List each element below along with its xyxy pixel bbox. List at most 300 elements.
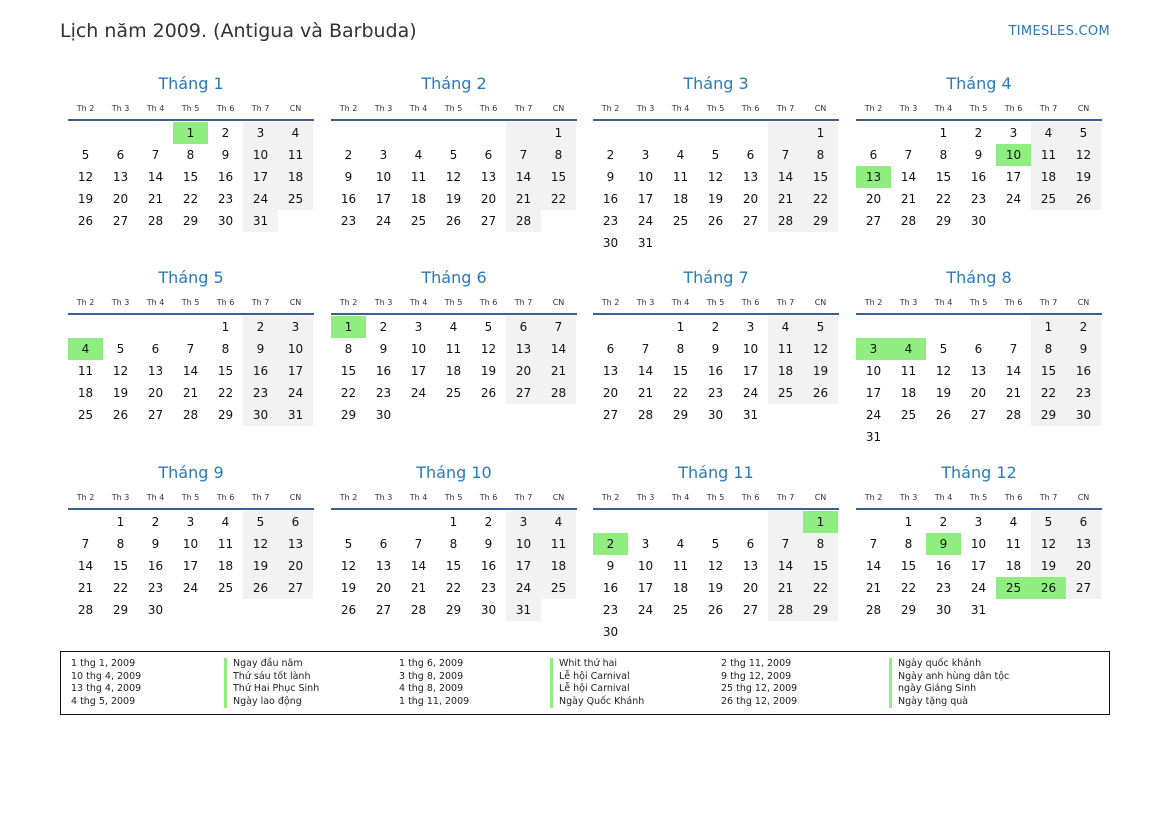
day-cell[interactable]: 15 <box>217 364 234 378</box>
day-cell[interactable]: 8 <box>803 533 838 555</box>
day-cell[interactable]: 18 <box>672 581 689 595</box>
day-cell[interactable]: 5 <box>1031 511 1066 533</box>
day-cell[interactable]: 28 <box>865 603 882 617</box>
day-cell[interactable]: 8 <box>939 148 948 162</box>
day-cell[interactable]: 3 <box>186 515 195 529</box>
day-cell[interactable]: 6 <box>278 511 313 533</box>
day-cell[interactable]: 16 <box>340 192 357 206</box>
day-cell[interactable]: 27 <box>278 577 313 599</box>
day-cell[interactable]: 6 <box>746 537 755 551</box>
day-cell[interactable]: 24 <box>375 214 392 228</box>
day-cell[interactable]: 21 <box>77 581 94 595</box>
day-cell[interactable]: 14 <box>147 170 164 184</box>
day-cell[interactable]: 3 <box>243 122 278 144</box>
day-cell[interactable]: 21 <box>865 581 882 595</box>
day-cell[interactable]: 8 <box>803 144 838 166</box>
day-cell[interactable]: 9 <box>926 533 961 555</box>
day-cell[interactable]: 14 <box>410 559 427 573</box>
day-cell[interactable]: 5 <box>484 320 493 334</box>
day-cell[interactable]: 29 <box>112 603 129 617</box>
day-cell[interactable]: 13 <box>480 170 497 184</box>
day-cell[interactable]: 11 <box>278 144 313 166</box>
day-cell[interactable]: 11 <box>1005 537 1022 551</box>
day-cell[interactable]: 30 <box>375 408 392 422</box>
day-cell[interactable]: 4 <box>449 320 458 334</box>
day-cell[interactable]: 14 <box>865 559 882 573</box>
day-cell[interactable]: 26 <box>480 386 497 400</box>
day-cell[interactable]: 25 <box>768 382 803 404</box>
day-cell[interactable]: 8 <box>1031 338 1066 360</box>
day-cell[interactable]: 23 <box>1066 382 1101 404</box>
day-cell[interactable]: 27 <box>480 214 497 228</box>
day-cell[interactable]: 10 <box>970 537 987 551</box>
day-cell[interactable]: 11 <box>217 537 234 551</box>
day-cell[interactable]: 18 <box>672 192 689 206</box>
day-cell[interactable]: 19 <box>77 192 94 206</box>
day-cell[interactable]: 28 <box>506 210 541 232</box>
day-cell[interactable]: 4 <box>1009 515 1018 529</box>
day-cell[interactable]: 6 <box>379 537 388 551</box>
day-cell[interactable]: 26 <box>1031 577 1066 599</box>
day-cell[interactable]: 28 <box>77 603 94 617</box>
day-cell[interactable]: 7 <box>186 342 195 356</box>
day-cell[interactable]: 20 <box>147 386 164 400</box>
day-cell[interactable]: 13 <box>742 170 759 184</box>
day-cell[interactable]: 29 <box>445 603 462 617</box>
day-cell[interactable]: 19 <box>445 192 462 206</box>
day-cell[interactable]: 19 <box>1031 555 1066 577</box>
day-cell[interactable]: 20 <box>112 192 129 206</box>
day-cell[interactable]: 11 <box>1031 144 1066 166</box>
day-cell[interactable]: 10 <box>243 144 278 166</box>
day-cell[interactable]: 31 <box>278 404 313 426</box>
day-cell[interactable]: 27 <box>506 382 541 404</box>
day-cell[interactable]: 14 <box>77 559 94 573</box>
day-cell[interactable]: 3 <box>414 320 423 334</box>
day-cell[interactable]: 19 <box>340 581 357 595</box>
day-cell[interactable]: 2 <box>939 515 948 529</box>
day-cell[interactable]: 27 <box>865 214 882 228</box>
day-cell[interactable]: 7 <box>768 533 803 555</box>
day-cell[interactable]: 18 <box>900 386 917 400</box>
day-cell[interactable]: 6 <box>116 148 125 162</box>
day-cell[interactable]: 29 <box>217 408 234 422</box>
day-cell[interactable]: 15 <box>541 166 576 188</box>
day-cell[interactable]: 15 <box>803 166 838 188</box>
day-cell[interactable]: 28 <box>768 210 803 232</box>
day-cell[interactable]: 1 <box>173 122 208 144</box>
day-cell[interactable]: 20 <box>970 386 987 400</box>
day-cell[interactable]: 22 <box>803 188 838 210</box>
day-cell[interactable]: 18 <box>410 192 427 206</box>
day-cell[interactable]: 19 <box>707 581 724 595</box>
day-cell[interactable]: 28 <box>637 408 654 422</box>
day-cell[interactable]: 18 <box>1031 166 1066 188</box>
day-cell[interactable]: 7 <box>414 537 423 551</box>
day-cell[interactable]: 7 <box>641 342 650 356</box>
day-cell[interactable]: 10 <box>996 144 1031 166</box>
day-cell[interactable]: 14 <box>900 170 917 184</box>
day-cell[interactable]: 30 <box>602 625 619 639</box>
day-cell[interactable]: 3 <box>746 320 755 334</box>
day-cell[interactable]: 17 <box>637 192 654 206</box>
day-cell[interactable]: 3 <box>278 316 313 338</box>
day-cell[interactable]: 13 <box>602 364 619 378</box>
day-cell[interactable]: 30 <box>147 603 164 617</box>
day-cell[interactable]: 14 <box>1005 364 1022 378</box>
day-cell[interactable]: 3 <box>379 148 388 162</box>
day-cell[interactable]: 13 <box>147 364 164 378</box>
day-cell[interactable]: 12 <box>112 364 129 378</box>
day-cell[interactable]: 22 <box>672 386 689 400</box>
day-cell[interactable]: 7 <box>904 148 913 162</box>
day-cell[interactable]: 23 <box>602 214 619 228</box>
day-cell[interactable]: 24 <box>637 214 654 228</box>
day-cell[interactable]: 20 <box>480 192 497 206</box>
day-cell[interactable]: 5 <box>344 537 353 551</box>
day-cell[interactable]: 5 <box>711 148 720 162</box>
day-cell[interactable]: 19 <box>112 386 129 400</box>
day-cell[interactable]: 13 <box>742 559 759 573</box>
day-cell[interactable]: 6 <box>869 148 878 162</box>
day-cell[interactable]: 23 <box>147 581 164 595</box>
day-cell[interactable]: 20 <box>865 192 882 206</box>
day-cell[interactable]: 11 <box>672 559 689 573</box>
day-cell[interactable]: 19 <box>243 555 278 577</box>
day-cell[interactable]: 21 <box>182 386 199 400</box>
day-cell[interactable]: 16 <box>602 581 619 595</box>
day-cell[interactable]: 2 <box>606 148 615 162</box>
day-cell[interactable]: 26 <box>803 382 838 404</box>
day-cell[interactable]: 17 <box>278 360 313 382</box>
day-cell[interactable]: 8 <box>449 537 458 551</box>
day-cell[interactable]: 16 <box>970 170 987 184</box>
day-cell[interactable]: 13 <box>375 559 392 573</box>
day-cell[interactable]: 2 <box>379 320 388 334</box>
day-cell[interactable]: 19 <box>480 364 497 378</box>
day-cell[interactable]: 19 <box>1066 166 1101 188</box>
day-cell[interactable]: 22 <box>340 386 357 400</box>
day-cell[interactable]: 24 <box>637 603 654 617</box>
day-cell[interactable]: 23 <box>340 214 357 228</box>
day-cell[interactable]: 11 <box>445 342 462 356</box>
day-cell[interactable]: 9 <box>484 537 493 551</box>
day-cell[interactable]: 1 <box>221 320 230 334</box>
day-cell[interactable]: 26 <box>77 214 94 228</box>
day-cell[interactable]: 26 <box>445 214 462 228</box>
day-cell[interactable]: 26 <box>340 603 357 617</box>
day-cell[interactable]: 17 <box>970 559 987 573</box>
day-cell[interactable]: 5 <box>803 316 838 338</box>
day-cell[interactable]: 12 <box>803 338 838 360</box>
day-cell[interactable]: 8 <box>344 342 353 356</box>
day-cell[interactable]: 20 <box>602 386 619 400</box>
day-cell[interactable]: 12 <box>935 364 952 378</box>
day-cell[interactable]: 4 <box>768 316 803 338</box>
day-cell[interactable]: 11 <box>900 364 917 378</box>
day-cell[interactable]: 25 <box>672 214 689 228</box>
day-cell[interactable]: 29 <box>935 214 952 228</box>
day-cell[interactable]: 27 <box>147 408 164 422</box>
day-cell[interactable]: 9 <box>1066 338 1101 360</box>
day-cell[interactable]: 8 <box>541 144 576 166</box>
day-cell[interactable]: 7 <box>768 144 803 166</box>
day-cell[interactable]: 2 <box>151 515 160 529</box>
day-cell[interactable]: 5 <box>81 148 90 162</box>
day-cell[interactable]: 23 <box>217 192 234 206</box>
day-cell[interactable]: 15 <box>803 555 838 577</box>
day-cell[interactable]: 6 <box>506 316 541 338</box>
day-cell[interactable]: 26 <box>243 577 278 599</box>
day-cell[interactable]: 15 <box>182 170 199 184</box>
day-cell[interactable]: 25 <box>541 577 576 599</box>
day-cell[interactable]: 23 <box>935 581 952 595</box>
day-cell[interactable]: 11 <box>410 170 427 184</box>
day-cell[interactable]: 24 <box>182 581 199 595</box>
day-cell[interactable]: 28 <box>541 382 576 404</box>
day-cell[interactable]: 1 <box>803 511 838 533</box>
day-cell[interactable]: 23 <box>970 192 987 206</box>
day-cell[interactable]: 17 <box>410 364 427 378</box>
day-cell[interactable]: 12 <box>707 559 724 573</box>
brand-link[interactable]: TIMESLES.COM <box>1008 24 1110 39</box>
day-cell[interactable]: 21 <box>410 581 427 595</box>
day-cell[interactable]: 4 <box>414 148 423 162</box>
day-cell[interactable]: 15 <box>340 364 357 378</box>
day-cell[interactable]: 29 <box>1031 404 1066 426</box>
day-cell[interactable]: 7 <box>541 316 576 338</box>
day-cell[interactable]: 28 <box>147 214 164 228</box>
day-cell[interactable]: 14 <box>182 364 199 378</box>
day-cell[interactable]: 19 <box>803 360 838 382</box>
day-cell[interactable]: 15 <box>935 170 952 184</box>
day-cell[interactable]: 22 <box>900 581 917 595</box>
day-cell[interactable]: 22 <box>112 581 129 595</box>
day-cell[interactable]: 13 <box>278 533 313 555</box>
day-cell[interactable]: 21 <box>768 577 803 599</box>
day-cell[interactable]: 18 <box>1005 559 1022 573</box>
day-cell[interactable]: 31 <box>506 599 541 621</box>
day-cell[interactable]: 2 <box>1066 316 1101 338</box>
day-cell[interactable]: 12 <box>1066 144 1101 166</box>
day-cell[interactable]: 8 <box>904 537 913 551</box>
day-cell[interactable]: 28 <box>182 408 199 422</box>
day-cell[interactable]: 25 <box>278 188 313 210</box>
day-cell[interactable]: 27 <box>1066 577 1101 599</box>
day-cell[interactable]: 16 <box>147 559 164 573</box>
day-cell[interactable]: 23 <box>480 581 497 595</box>
day-cell[interactable]: 20 <box>742 192 759 206</box>
day-cell[interactable]: 16 <box>375 364 392 378</box>
day-cell[interactable]: 22 <box>541 188 576 210</box>
day-cell[interactable]: 9 <box>974 148 983 162</box>
day-cell[interactable]: 21 <box>768 188 803 210</box>
day-cell[interactable]: 5 <box>1066 122 1101 144</box>
day-cell[interactable]: 14 <box>541 338 576 360</box>
day-cell[interactable]: 5 <box>243 511 278 533</box>
day-cell[interactable]: 17 <box>865 386 882 400</box>
day-cell[interactable]: 9 <box>221 148 230 162</box>
day-cell[interactable]: 10 <box>742 342 759 356</box>
day-cell[interactable]: 16 <box>602 192 619 206</box>
day-cell[interactable]: 8 <box>221 342 230 356</box>
day-cell[interactable]: 5 <box>939 342 948 356</box>
day-cell[interactable]: 9 <box>243 338 278 360</box>
day-cell[interactable]: 20 <box>375 581 392 595</box>
day-cell[interactable]: 10 <box>182 537 199 551</box>
day-cell[interactable]: 16 <box>707 364 724 378</box>
day-cell[interactable]: 12 <box>707 170 724 184</box>
day-cell[interactable]: 14 <box>637 364 654 378</box>
day-cell[interactable]: 25 <box>900 408 917 422</box>
day-cell[interactable]: 1 <box>904 515 913 529</box>
day-cell[interactable]: 24 <box>865 408 882 422</box>
day-cell[interactable]: 24 <box>506 577 541 599</box>
day-cell[interactable]: 23 <box>707 386 724 400</box>
day-cell[interactable]: 4 <box>1031 122 1066 144</box>
day-cell[interactable]: 30 <box>935 603 952 617</box>
day-cell[interactable]: 30 <box>480 603 497 617</box>
day-cell[interactable]: 10 <box>637 559 654 573</box>
day-cell[interactable]: 2 <box>221 126 230 140</box>
day-cell[interactable]: 7 <box>1009 342 1018 356</box>
day-cell[interactable]: 18 <box>278 166 313 188</box>
day-cell[interactable]: 24 <box>742 386 759 400</box>
day-cell[interactable]: 22 <box>803 577 838 599</box>
day-cell[interactable]: 16 <box>217 170 234 184</box>
day-cell[interactable]: 15 <box>1031 360 1066 382</box>
day-cell[interactable]: 11 <box>77 364 94 378</box>
day-cell[interactable]: 24 <box>970 581 987 595</box>
day-cell[interactable]: 10 <box>410 342 427 356</box>
day-cell[interactable]: 27 <box>970 408 987 422</box>
day-cell[interactable]: 20 <box>506 360 541 382</box>
day-cell[interactable]: 27 <box>375 603 392 617</box>
day-cell[interactable]: 25 <box>996 577 1031 599</box>
day-cell[interactable]: 26 <box>935 408 952 422</box>
day-cell[interactable]: 1 <box>331 316 366 338</box>
day-cell[interactable]: 25 <box>410 214 427 228</box>
day-cell[interactable]: 8 <box>116 537 125 551</box>
day-cell[interactable]: 2 <box>344 148 353 162</box>
day-cell[interactable]: 18 <box>768 360 803 382</box>
day-cell[interactable]: 25 <box>672 603 689 617</box>
day-cell[interactable]: 4 <box>278 122 313 144</box>
day-cell[interactable]: 6 <box>606 342 615 356</box>
day-cell[interactable]: 7 <box>506 144 541 166</box>
day-cell[interactable]: 30 <box>217 214 234 228</box>
day-cell[interactable]: 24 <box>278 382 313 404</box>
day-cell[interactable]: 12 <box>1031 533 1066 555</box>
day-cell[interactable]: 21 <box>147 192 164 206</box>
day-cell[interactable]: 4 <box>541 511 576 533</box>
day-cell[interactable]: 9 <box>606 170 615 184</box>
day-cell[interactable]: 1 <box>541 122 576 144</box>
day-cell[interactable]: 29 <box>672 408 689 422</box>
day-cell[interactable]: 13 <box>856 166 891 188</box>
day-cell[interactable]: 10 <box>865 364 882 378</box>
day-cell[interactable]: 25 <box>445 386 462 400</box>
day-cell[interactable]: 23 <box>602 603 619 617</box>
day-cell[interactable]: 25 <box>77 408 94 422</box>
day-cell[interactable]: 28 <box>768 599 803 621</box>
day-cell[interactable]: 24 <box>1005 192 1022 206</box>
day-cell[interactable]: 29 <box>340 408 357 422</box>
day-cell[interactable]: 24 <box>410 386 427 400</box>
day-cell[interactable]: 5 <box>449 148 458 162</box>
day-cell[interactable]: 3 <box>506 511 541 533</box>
day-cell[interactable]: 18 <box>217 559 234 573</box>
day-cell[interactable]: 6 <box>151 342 160 356</box>
day-cell[interactable]: 16 <box>243 360 278 382</box>
day-cell[interactable]: 30 <box>602 236 619 250</box>
day-cell[interactable]: 4 <box>221 515 230 529</box>
day-cell[interactable]: 12 <box>340 559 357 573</box>
day-cell[interactable]: 27 <box>742 214 759 228</box>
day-cell[interactable]: 17 <box>742 364 759 378</box>
day-cell[interactable]: 10 <box>506 533 541 555</box>
day-cell[interactable]: 29 <box>803 599 838 621</box>
day-cell[interactable]: 2 <box>484 515 493 529</box>
day-cell[interactable]: 1 <box>1031 316 1066 338</box>
day-cell[interactable]: 13 <box>506 338 541 360</box>
day-cell[interactable]: 19 <box>707 192 724 206</box>
day-cell[interactable]: 15 <box>445 559 462 573</box>
day-cell[interactable]: 22 <box>217 386 234 400</box>
day-cell[interactable]: 28 <box>900 214 917 228</box>
day-cell[interactable]: 14 <box>768 166 803 188</box>
day-cell[interactable]: 22 <box>182 192 199 206</box>
day-cell[interactable]: 12 <box>77 170 94 184</box>
day-cell[interactable]: 10 <box>637 170 654 184</box>
day-cell[interactable]: 3 <box>641 537 650 551</box>
day-cell[interactable]: 30 <box>970 214 987 228</box>
day-cell[interactable]: 27 <box>602 408 619 422</box>
day-cell[interactable]: 28 <box>1005 408 1022 422</box>
day-cell[interactable]: 21 <box>900 192 917 206</box>
day-cell[interactable]: 26 <box>1066 188 1101 210</box>
day-cell[interactable]: 12 <box>480 342 497 356</box>
day-cell[interactable]: 4 <box>676 148 685 162</box>
day-cell[interactable]: 7 <box>81 537 90 551</box>
day-cell[interactable]: 4 <box>68 338 103 360</box>
day-cell[interactable]: 14 <box>506 166 541 188</box>
day-cell[interactable]: 17 <box>1005 170 1022 184</box>
day-cell[interactable]: 25 <box>217 581 234 595</box>
day-cell[interactable]: 27 <box>112 214 129 228</box>
day-cell[interactable]: 31 <box>637 236 654 250</box>
day-cell[interactable]: 2 <box>711 320 720 334</box>
day-cell[interactable]: 31 <box>742 408 759 422</box>
day-cell[interactable]: 31 <box>865 430 882 444</box>
day-cell[interactable]: 7 <box>869 537 878 551</box>
day-cell[interactable]: 26 <box>112 408 129 422</box>
day-cell[interactable]: 25 <box>1031 188 1066 210</box>
day-cell[interactable]: 17 <box>637 581 654 595</box>
day-cell[interactable]: 8 <box>186 148 195 162</box>
day-cell[interactable]: 1 <box>939 126 948 140</box>
day-cell[interactable]: 16 <box>935 559 952 573</box>
day-cell[interactable]: 4 <box>891 338 926 360</box>
day-cell[interactable]: 20 <box>278 555 313 577</box>
day-cell[interactable]: 15 <box>672 364 689 378</box>
day-cell[interactable]: 9 <box>379 342 388 356</box>
day-cell[interactable]: 20 <box>1066 555 1101 577</box>
day-cell[interactable]: 20 <box>742 581 759 595</box>
day-cell[interactable]: 6 <box>746 148 755 162</box>
day-cell[interactable]: 16 <box>480 559 497 573</box>
day-cell[interactable]: 21 <box>1005 386 1022 400</box>
